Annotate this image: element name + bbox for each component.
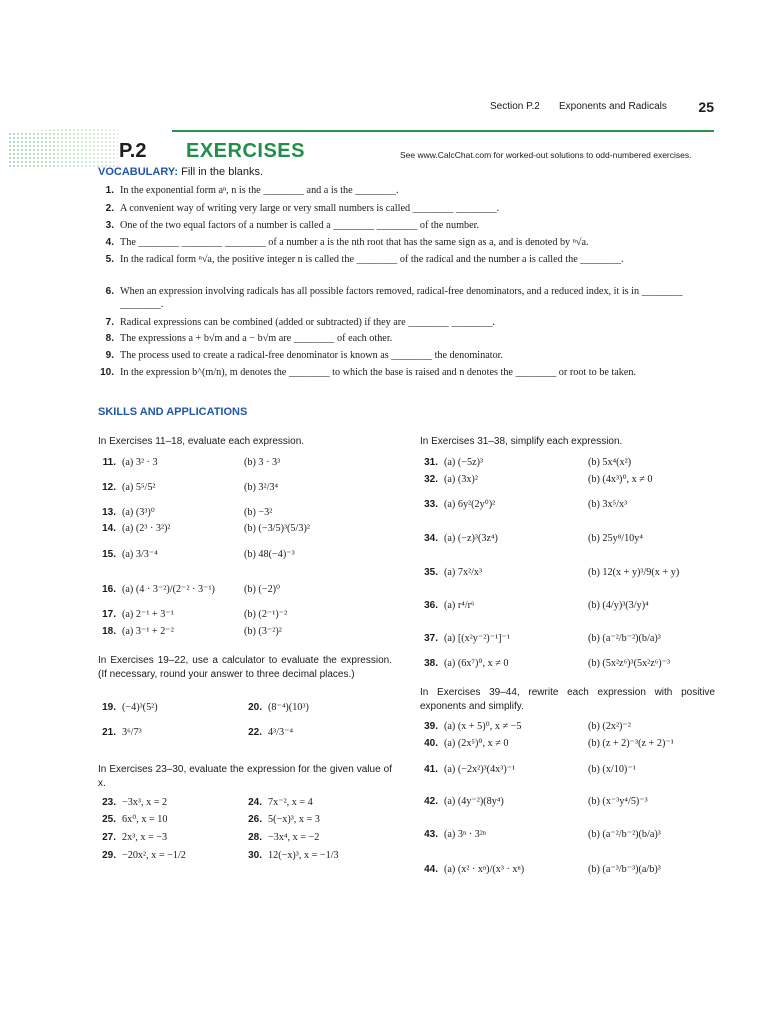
part-b: (b) (2x²)⁻² [588, 721, 631, 732]
exercise-number: 27. [102, 832, 116, 843]
item-text: In the expression b^(m/n), m denotes the ________ to which the base is raised and n denotes the ________ or root to be taken. [120, 367, 637, 378]
exercise-number: 28. [248, 832, 262, 843]
exercise-text: 3⁶/7³ [122, 727, 142, 738]
exercise-text: 12(−x)³, x = −1/3 [268, 850, 339, 861]
section-label: Section P.2 [490, 101, 540, 112]
exercise-number: 30. [248, 850, 262, 861]
part-a: (a) 3² · 3 [122, 457, 158, 468]
exercise-number: 32. [424, 474, 438, 485]
page-number: 25 [698, 99, 714, 115]
part-b: (b) 5x⁴(x²) [588, 457, 632, 468]
instruction-23-30: In Exercises 23–30, evaluate the expression for the given value of x. [98, 764, 392, 789]
part-a: (a) (x² · xⁿ)/(x³ · xⁿ) [444, 864, 525, 875]
exercise-number: 11. [102, 457, 116, 468]
exercise-number: 18. [102, 626, 116, 637]
vocabulary-heading [98, 166, 263, 178]
part-b: (b) (x/10)⁻¹ [588, 764, 636, 775]
exercise-number: 23. [102, 797, 116, 808]
part-a: (a) 5⁵/5² [122, 482, 156, 493]
part-b: (b) (z + 2)⁻³(z + 2)⁻¹ [588, 738, 674, 749]
exercise-number: 22. [248, 727, 262, 738]
part-a: (a) (x + 5)⁰, x ≠ −5 [444, 721, 522, 732]
exercise-number: 25. [102, 814, 116, 825]
part-b: (b) 3x⁵/x³ [588, 499, 628, 510]
exercise-number: 44. [424, 864, 438, 875]
exercise-number: 12. [102, 482, 116, 493]
exercise-text: −20x², x = −1/2 [122, 850, 186, 861]
exercise-number: 24. [248, 797, 262, 808]
exercise-number: 39. [424, 721, 438, 732]
part-a: (a) 6y²(2y⁰)² [444, 499, 496, 510]
part-b: (b) (5x²z⁶)³(5x²z⁶)⁻³ [588, 658, 671, 669]
exercise-number: 33. [424, 499, 438, 510]
part-b: (b) (−3/5)³(5/3)² [244, 523, 310, 534]
part-b: (b) −3² [244, 507, 273, 518]
part-a: (a) (−5z)³ [444, 457, 484, 468]
exercise-number: 13. [102, 507, 116, 518]
exercise-text: 5(−x)³, x = 3 [268, 814, 320, 825]
instruction-11-18: In Exercises 11–18, evaluate each expression. [98, 436, 305, 447]
item-text: One of the two equal factors of a number is called a ________ ________ of the number. [120, 220, 480, 231]
exercise-number: 37. [424, 633, 438, 644]
exercise-text: 7x⁻², x = 4 [268, 797, 313, 808]
part-b: (b) (4x³)⁰, x ≠ 0 [588, 474, 653, 485]
exercise-number: 40. [424, 738, 438, 749]
item-number: 6. [105, 286, 114, 297]
part-b: (b) 48(−4)⁻³ [244, 549, 295, 560]
part-a: (a) (6x⁷)⁰, x ≠ 0 [444, 658, 509, 669]
part-b: (b) 3²/3⁴ [244, 482, 279, 493]
item-text: A convenient way of writing very large or very small numbers is called ________ ________. [120, 203, 500, 214]
exercise-number: 14. [102, 523, 116, 534]
dot-pattern-decoration [8, 128, 178, 168]
item-number: 3. [105, 220, 114, 231]
item-number: 5. [105, 254, 114, 265]
exercises-title: EXERCISES [186, 140, 305, 162]
exercise-number: 31. [424, 457, 438, 468]
part-b: (b) (a⁻²/b⁻²)(b/a)³ [588, 633, 661, 644]
section-title-header: Exponents and Radicals [559, 101, 667, 112]
exercise-text: 4³/3⁻⁴ [268, 727, 294, 738]
part-b: (b) (4/y)³(3/y)⁴ [588, 600, 649, 611]
item-number: 2. [105, 203, 114, 214]
part-a: (a) (−z)³(3z⁴) [444, 533, 498, 544]
part-b: (b) (a⁻³/b⁻³)(a/b)³ [588, 864, 661, 875]
exercise-number: 36. [424, 600, 438, 611]
exercise-text: −3x⁴, x = −2 [268, 832, 320, 843]
part-a: (a) [(x²y⁻²)⁻¹]⁻¹ [444, 633, 510, 644]
item-number: 8. [105, 333, 114, 344]
part-a: (a) (4 · 3⁻²)/(2⁻² · 3⁻¹) [122, 584, 215, 595]
section-number: P.2 [119, 140, 147, 162]
part-a: (a) 7x²/x³ [444, 567, 483, 578]
exercise-text: −3x³, x = 2 [122, 797, 168, 808]
part-b: (b) 25y⁸/10y⁴ [588, 533, 643, 544]
skills-heading: SKILLS AND APPLICATIONS [98, 406, 248, 418]
item-text: The process used to create a radical-free denominator is known as ________ the denominator. [120, 350, 504, 361]
item-number: 10. [100, 367, 114, 378]
item-number: 7. [105, 317, 114, 328]
item-number: 1. [105, 185, 114, 196]
exercise-number: 19. [102, 702, 116, 713]
part-a: (a) (3³)⁰ [122, 507, 155, 518]
part-a: (a) (2x⁵)⁰, x ≠ 0 [444, 738, 509, 749]
part-b: (b) (2⁻¹)⁻² [244, 609, 288, 620]
exercise-number: 43. [424, 829, 438, 840]
part-a: (a) (2³ · 3²)² [122, 523, 171, 534]
item-text: In the exponential form aⁿ, n is the ________ and a is the ________. [120, 185, 399, 196]
exercise-number: 26. [248, 814, 262, 825]
part-b: (b) (a⁻²/b⁻²)(b/a)³ [588, 829, 661, 840]
part-b: (b) (−2)⁰ [244, 584, 281, 595]
vocabulary-instruction: Fill in the blanks. [181, 166, 264, 178]
part-a: (a) 2⁻¹ + 3⁻¹ [122, 609, 174, 620]
instruction-19-22: In Exercises 19–22, use a calculator to evaluate the expression. (If necessary, round your answer to three decimal places.) [98, 655, 392, 680]
exercise-number: 41. [424, 764, 438, 775]
exercise-number: 34. [424, 533, 438, 544]
part-a: (a) (4y⁻²)(8y⁴) [444, 796, 504, 807]
exercise-number: 20. [248, 702, 262, 713]
part-a: (a) 3/3⁻⁴ [122, 549, 158, 560]
item-text: Radical expressions can be combined (added or subtracted) if they are ________ ________. [120, 317, 495, 328]
part-b: (b) 3 · 3³ [244, 457, 281, 468]
item-text: In the radical form ⁿ√a, the positive integer n is called the ________ of the radical and the number a is called the ________. [120, 254, 624, 265]
item-text: The ________ ________ ________ of a number a is the nth root that has the same sign as a, and is denoted by ⁿ√a. [120, 237, 589, 248]
part-b: (b) 12(x + y)³/9(x + y) [588, 567, 680, 578]
calcchat-note: See www.CalcChat.com for worked-out solutions to odd-numbered exercises. [400, 150, 692, 160]
part-b: (b) (x⁻³y⁴/5)⁻³ [588, 796, 648, 807]
exercise-text: (−4)³(5²) [122, 702, 158, 713]
exercise-text: (8⁻⁴)(10³) [268, 702, 309, 713]
exercise-number: 17. [102, 609, 116, 620]
part-a: (a) 3⁻¹ + 2⁻² [122, 626, 174, 637]
exercise-number: 21. [102, 727, 116, 738]
exercise-number: 16. [102, 584, 116, 595]
part-a: (a) (−2x²)³(4x³)⁻¹ [444, 764, 516, 775]
exercise-number: 42. [424, 796, 438, 807]
banner-rule [172, 130, 714, 132]
vocabulary-label: VOCABULARY: [98, 166, 179, 178]
exercise-text: 6x⁰, x = 10 [122, 814, 168, 825]
exercise-number: 15. [102, 549, 116, 560]
exercise-text: 2x³, x = −3 [122, 832, 168, 843]
item-text: When an expression involving radicals has all possible factors removed, radical-free denominators, and a reduced index, it is in ________ ________. [120, 286, 683, 310]
item-number: 9. [105, 350, 114, 361]
part-a: (a) r⁴/r⁶ [444, 600, 475, 611]
part-a: (a) 3ⁿ · 3²ⁿ [444, 829, 486, 840]
instruction-31-38: In Exercises 31–38, simplify each expression. [420, 436, 623, 447]
part-b: (b) (3⁻²)² [244, 626, 282, 637]
part-a: (a) (3x)² [444, 474, 478, 485]
exercise-number: 35. [424, 567, 438, 578]
instruction-39-44: In Exercises 39–44, rewrite each expression with positive exponents and simplify. [420, 687, 715, 712]
exercise-number: 38. [424, 658, 438, 669]
exercise-number: 29. [102, 850, 116, 861]
item-number: 4. [105, 237, 114, 248]
item-text: The expressions a + b√m and a − b√m are ________ of each other. [120, 333, 393, 344]
